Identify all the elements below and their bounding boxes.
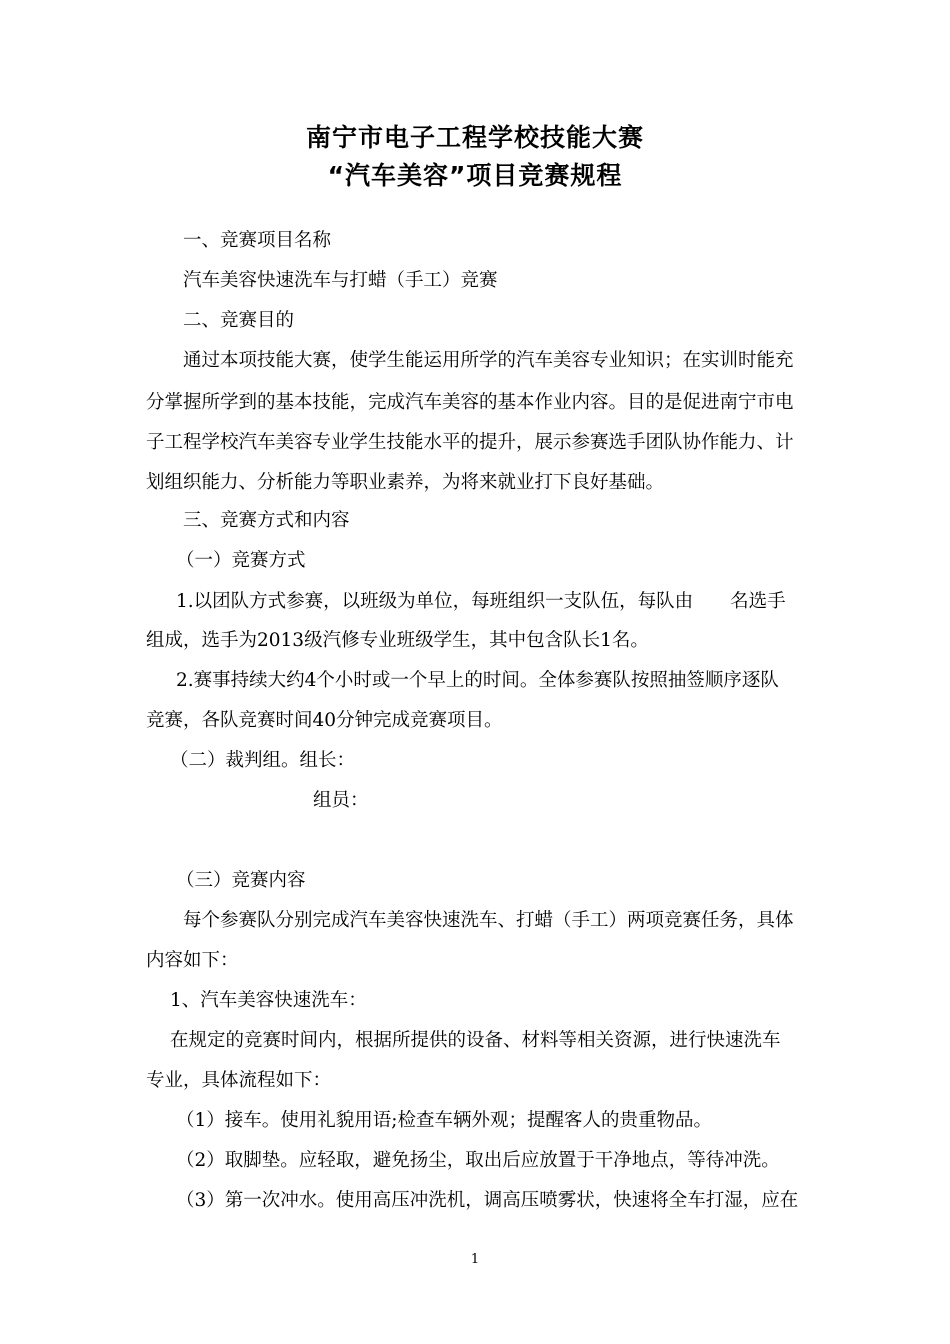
section-heading-1: 一、竞赛项目名称 [183,230,332,251]
subsection-heading-2: （二）裁判组。组长： [170,750,356,771]
paragraph-line: 竞赛，各队竞赛时间40分钟完成竞赛项目。 [146,710,503,731]
paragraph-line: （1）接车。使用礼貌用语;检查车辆外观；提醒客人的贵重物品。 [176,1110,713,1131]
paragraph-line: 在规定的竞赛时间内，根据所提供的设备、材料等相关资源，进行快速洗车 [170,1030,781,1051]
page-number: 1 [470,1252,480,1267]
section-heading-3: 三、竞赛方式和内容 [183,510,350,531]
section-heading-2: 二、竞赛目的 [183,310,295,331]
paragraph-line: （2）取脚垫。应轻取，避免扬尘，取出后应放置于干净地点，等待冲洗。 [176,1150,780,1171]
paragraph-line: 2.赛事持续大约4个小时或一个早上的时间。全体参赛队按照抽签顺序逐队 [176,670,779,691]
document-title-line-1: 南宁市电子工程学校技能大赛 [305,123,644,152]
paragraph-line: 组成，选手为2013级汽修专业班级学生，其中包含队长1名。 [146,630,649,651]
paragraph-line: 组员： [313,790,369,811]
paragraph-line: 专业，具体流程如下： [146,1070,332,1091]
subsection-heading-1: （一）竞赛方式 [176,550,306,571]
document-title-line-2: “汽车美容”项目竞赛规程 [327,161,623,190]
paragraph-line: （3）第一次冲水。使用高压冲洗机，调高压喷雾状，快速将全车打湿，应在 [176,1190,799,1211]
subsection-heading-3: （三）竞赛内容 [176,870,306,891]
paragraph-line: 内容如下： [146,950,239,971]
paragraph-line: 划组织能力、分析能力等职业素养，为将来就业打下良好基础。 [146,472,665,493]
paragraph-line: 1、汽车美容快速洗车： [170,990,367,1011]
paragraph-line: 汽车美容快速洗车与打蜡（手工）竞赛 [183,270,498,291]
paragraph-line: 每个参赛队分别完成汽车美容快速洗车、打蜡（手工）两项竞赛任务，具体 [183,910,794,931]
paragraph-line: 通过本项技能大赛，使学生能运用所学的汽车美容专业知识；在实训时能充 [183,350,794,371]
paragraph-line: 1.以团队方式参赛，以班级为单位，每班组织一支队伍，每队由 名选手 [176,591,786,612]
paragraph-line: 分掌握所学到的基本技能，完成汽车美容的基本作业内容。目的是促进南宁市电 [146,392,794,413]
paragraph-line: 子工程学校汽车美容专业学生技能水平的提升，展示参赛选手团队协作能力、计 [146,432,794,453]
